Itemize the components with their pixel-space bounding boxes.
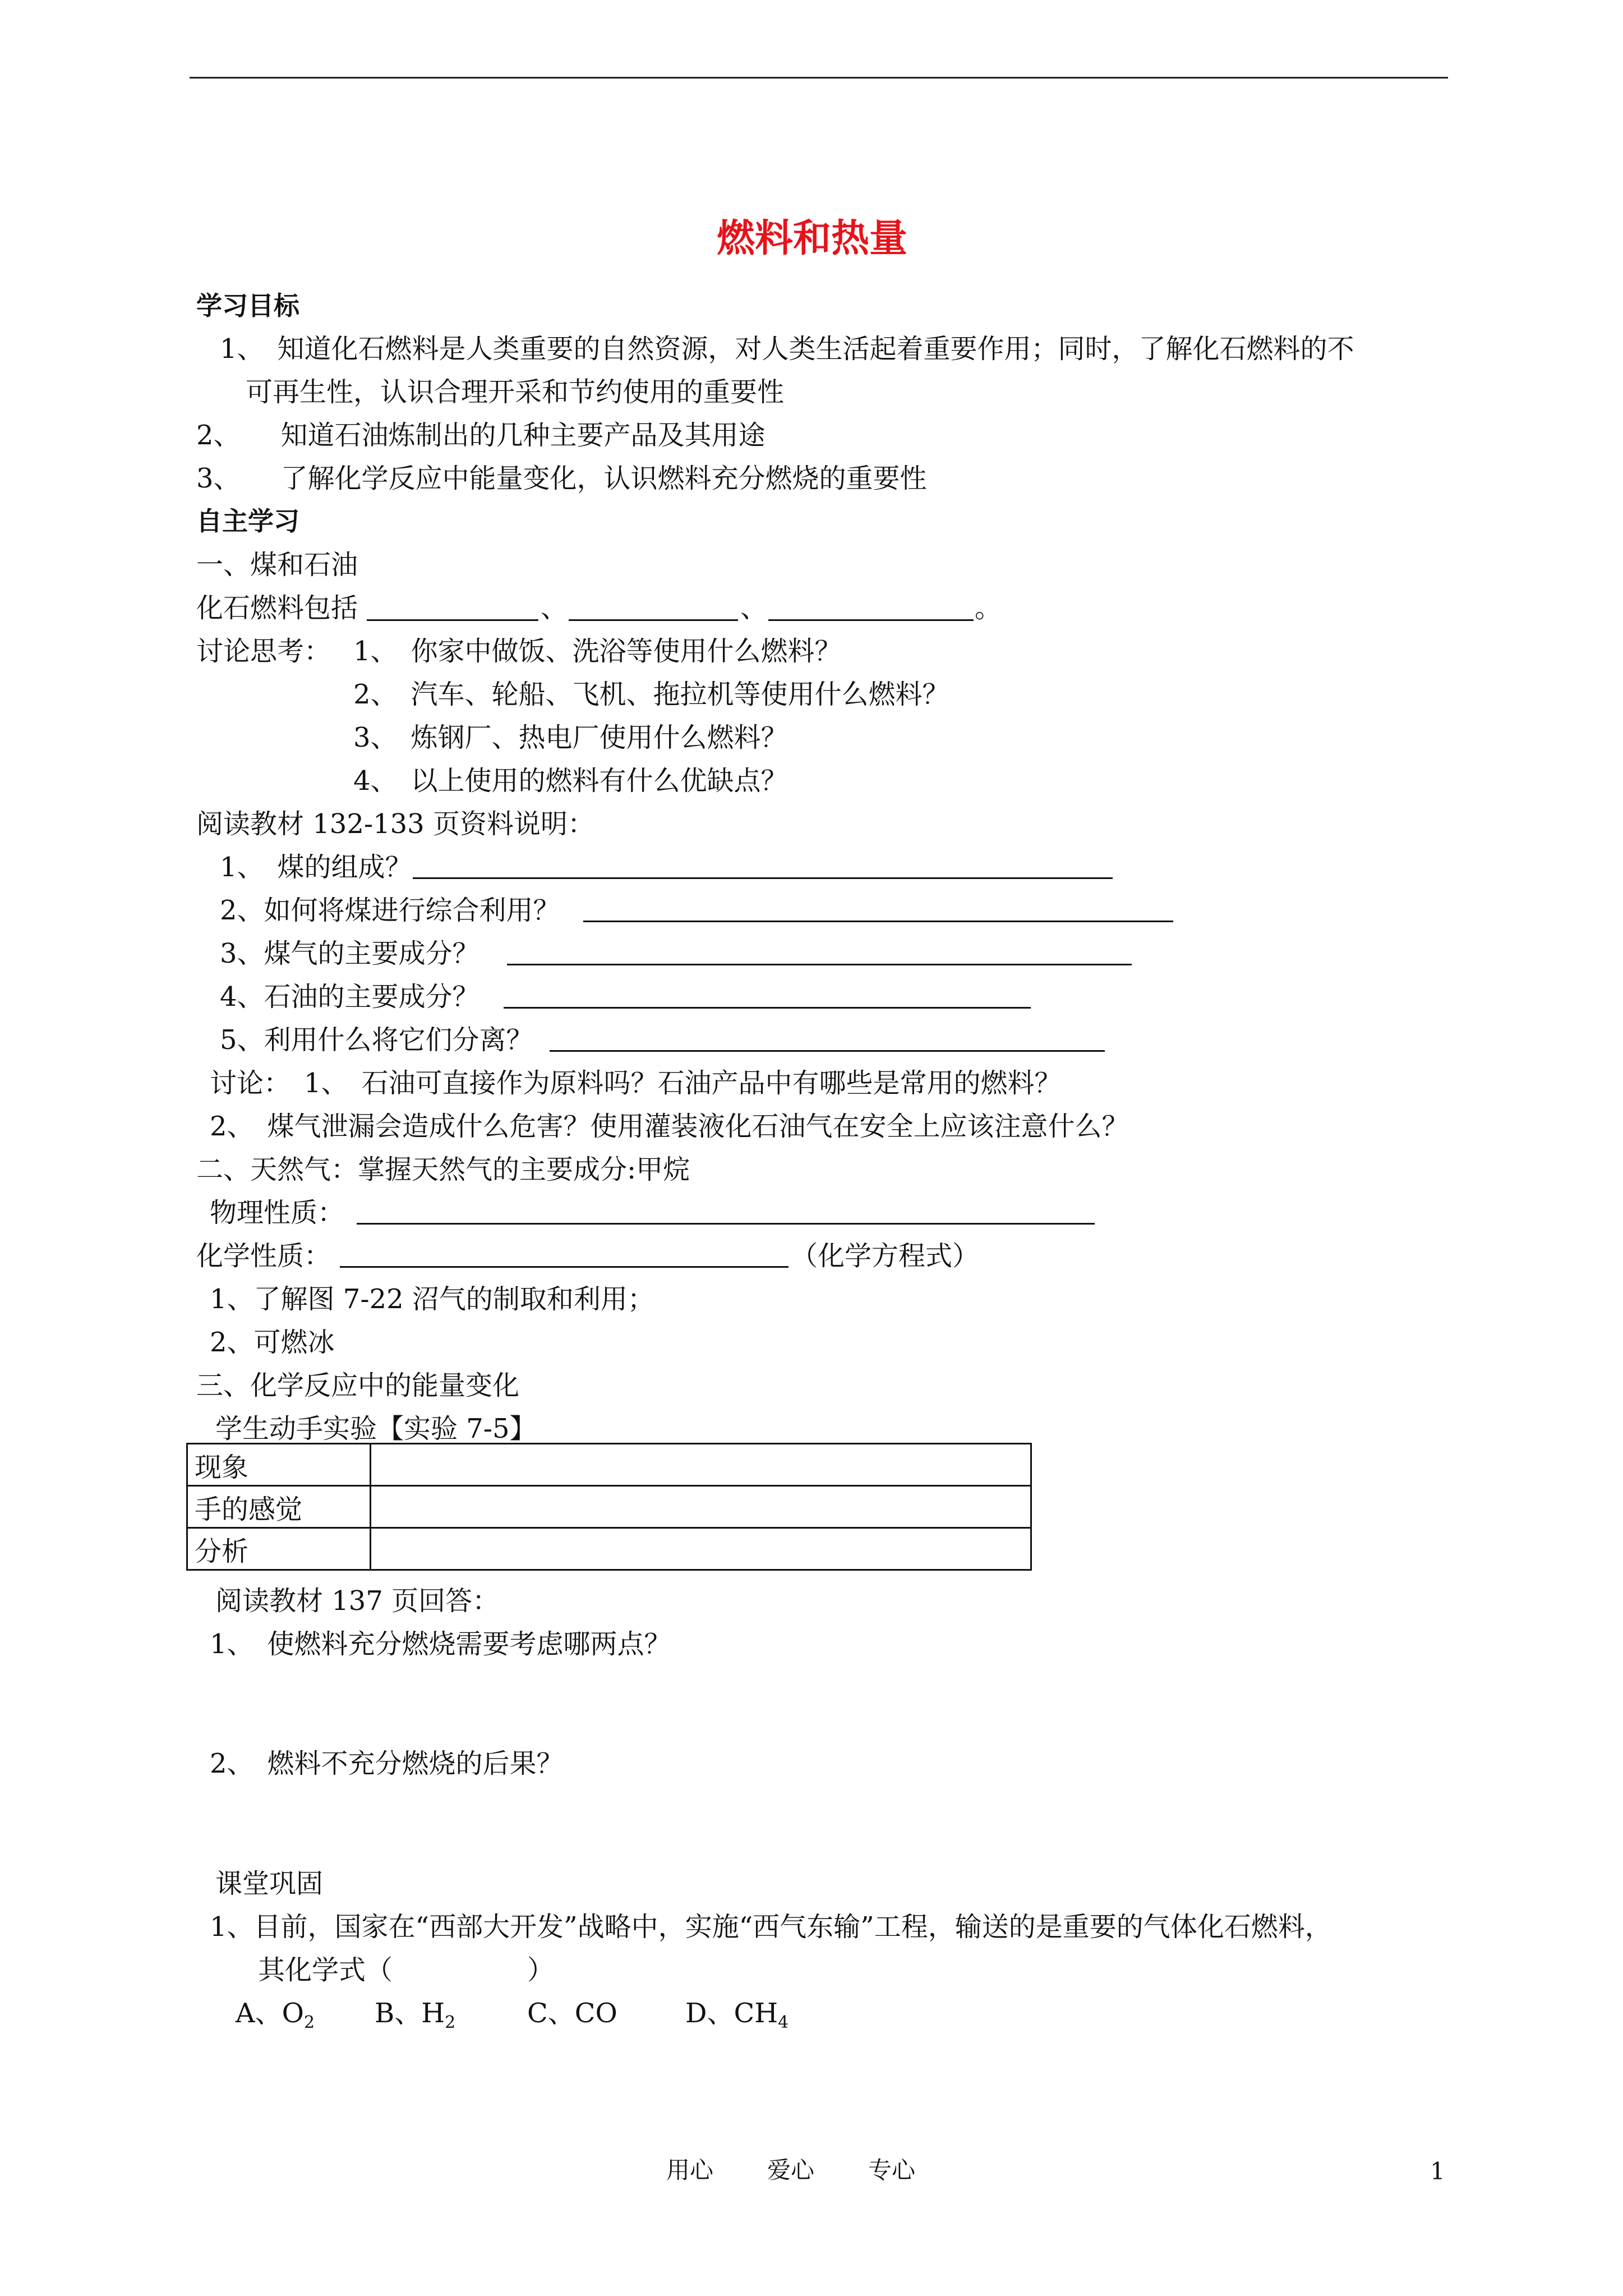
question-3: 3、煤气的主要成分？	[220, 938, 479, 969]
discuss-item-4: 4、 以上使用的燃料有什么优缺点？	[353, 765, 788, 797]
question-5: 5、利用什么将它们分离？	[220, 1024, 533, 1056]
footer-middle: 爱心	[767, 2156, 815, 2184]
blank-fossil-3	[768, 619, 974, 621]
separator: 、	[541, 592, 568, 624]
answer-cell	[371, 1528, 1031, 1570]
footer-right: 专心	[868, 2156, 916, 2184]
chemical-properties-label: 化学性质：	[196, 1240, 331, 1272]
section-2-title: 二、天然气：掌握天然气的主要成分:甲烷	[196, 1154, 690, 1185]
answer-blank-4	[504, 1007, 1031, 1009]
row-label: 现象	[187, 1444, 371, 1486]
row-label: 分析	[187, 1528, 371, 1570]
goal-2: 2、 知道石油炼制出的几种主要产品及其用途	[196, 420, 766, 451]
separator: 、	[740, 592, 768, 624]
discuss-label: 讨论思考：	[196, 636, 331, 667]
practice-heading: 课堂巩固	[215, 1868, 324, 1899]
natural-gas-item-2: 2、可燃冰	[210, 1327, 335, 1358]
discuss-item-1: 1、 你家中做饭、洗浴等使用什么燃料？	[353, 636, 842, 667]
discussion-1: 讨论： 1、 石油可直接作为原料吗？石油产品中有哪些是常用的燃料？	[210, 1068, 1062, 1099]
physical-blank	[357, 1223, 1095, 1225]
chemical-blank	[340, 1266, 789, 1268]
period: 。	[975, 592, 1002, 624]
top-rule	[190, 77, 1448, 79]
answer-cell	[371, 1486, 1031, 1528]
goals-heading: 学习目标	[196, 291, 299, 321]
answer-blank-5	[550, 1050, 1105, 1052]
read-question-1: 1、 使燃料充分燃烧需要考虑哪两点？	[210, 1628, 671, 1660]
option-c: C、CO	[527, 1998, 617, 2029]
reading-instruction: 阅读教材 132-133 页资料说明：	[196, 808, 594, 840]
practice-question-1: 1、目前，国家在“西部大开发”战略中，实施“西气东输”工程，输送的是重要的气体化石燃料，	[210, 1911, 1332, 1943]
chemical-equation-note: （化学方程式）	[791, 1240, 980, 1272]
option-a: A、$O_2$	[236, 1998, 315, 2032]
discuss-item-2: 2、 汽车、轮船、飞机、拖拉机等使用什么燃料？	[353, 679, 949, 710]
experiment-table	[186, 1443, 1032, 1571]
answer-blank-2	[583, 921, 1173, 922]
footer-left: 用心	[666, 2156, 714, 2184]
discussion-2: 2、 煤气泄漏会造成什么危害？使用灌装液化石油气在安全上应该注意什么？	[210, 1111, 1129, 1142]
page-number: 1	[1430, 2157, 1445, 2185]
discuss-item-3: 3、 炼钢厂、热电厂使用什么燃料？	[353, 722, 788, 753]
goal-1-cont: 可再生性，认识合理开采和节约使用的重要性	[246, 376, 785, 408]
option-d: D、$CH_4$	[685, 1998, 789, 2032]
blank-fossil-2	[569, 619, 738, 621]
blank-fossil-1	[367, 619, 538, 621]
goal-3: 3、 了解化学反应中能量变化，认识燃料充分燃烧的重要性	[196, 463, 927, 494]
self-study-heading: 自主学习	[196, 506, 299, 536]
read-question-2: 2、 燃料不充分燃烧的后果？	[210, 1748, 564, 1779]
row-label: 手的感觉	[187, 1486, 371, 1528]
page-title: 燃料和热量	[717, 217, 908, 261]
natural-gas-item-1: 1、了解图 7-22 沼气的制取和利用；	[210, 1283, 654, 1315]
table-row	[187, 1486, 1031, 1528]
table-row	[187, 1528, 1031, 1570]
physical-properties-label: 物理性质：	[210, 1197, 345, 1228]
question-2: 2、如何将煤进行综合利用？	[220, 895, 560, 926]
answer-cell	[371, 1444, 1031, 1486]
reading-instruction-2: 阅读教材 137 页回答：	[215, 1585, 500, 1617]
table-row	[187, 1444, 1031, 1486]
section-3-title: 三、化学反应中的能量变化	[196, 1370, 520, 1401]
goal-1: 1、 知道化石燃料是人类重要的自然资源，对人类生活起着重要作用；同时，了解化石燃料的不	[220, 333, 1354, 365]
question-4: 4、石油的主要成分？	[220, 981, 479, 1013]
question-1: 1、 煤的组成？	[220, 852, 412, 883]
practice-question-1-cont: 其化学式（ ）	[258, 1954, 555, 1986]
experiment-title: 学生动手实验【实验 7-5】	[215, 1413, 537, 1444]
answer-blank-3	[507, 964, 1132, 965]
answer-blank-1	[413, 877, 1113, 879]
section-1-title: 一、煤和石油	[196, 549, 358, 581]
fossil-label: 化石燃料包括	[196, 592, 358, 624]
option-b: B、$H_2$	[375, 1998, 456, 2032]
